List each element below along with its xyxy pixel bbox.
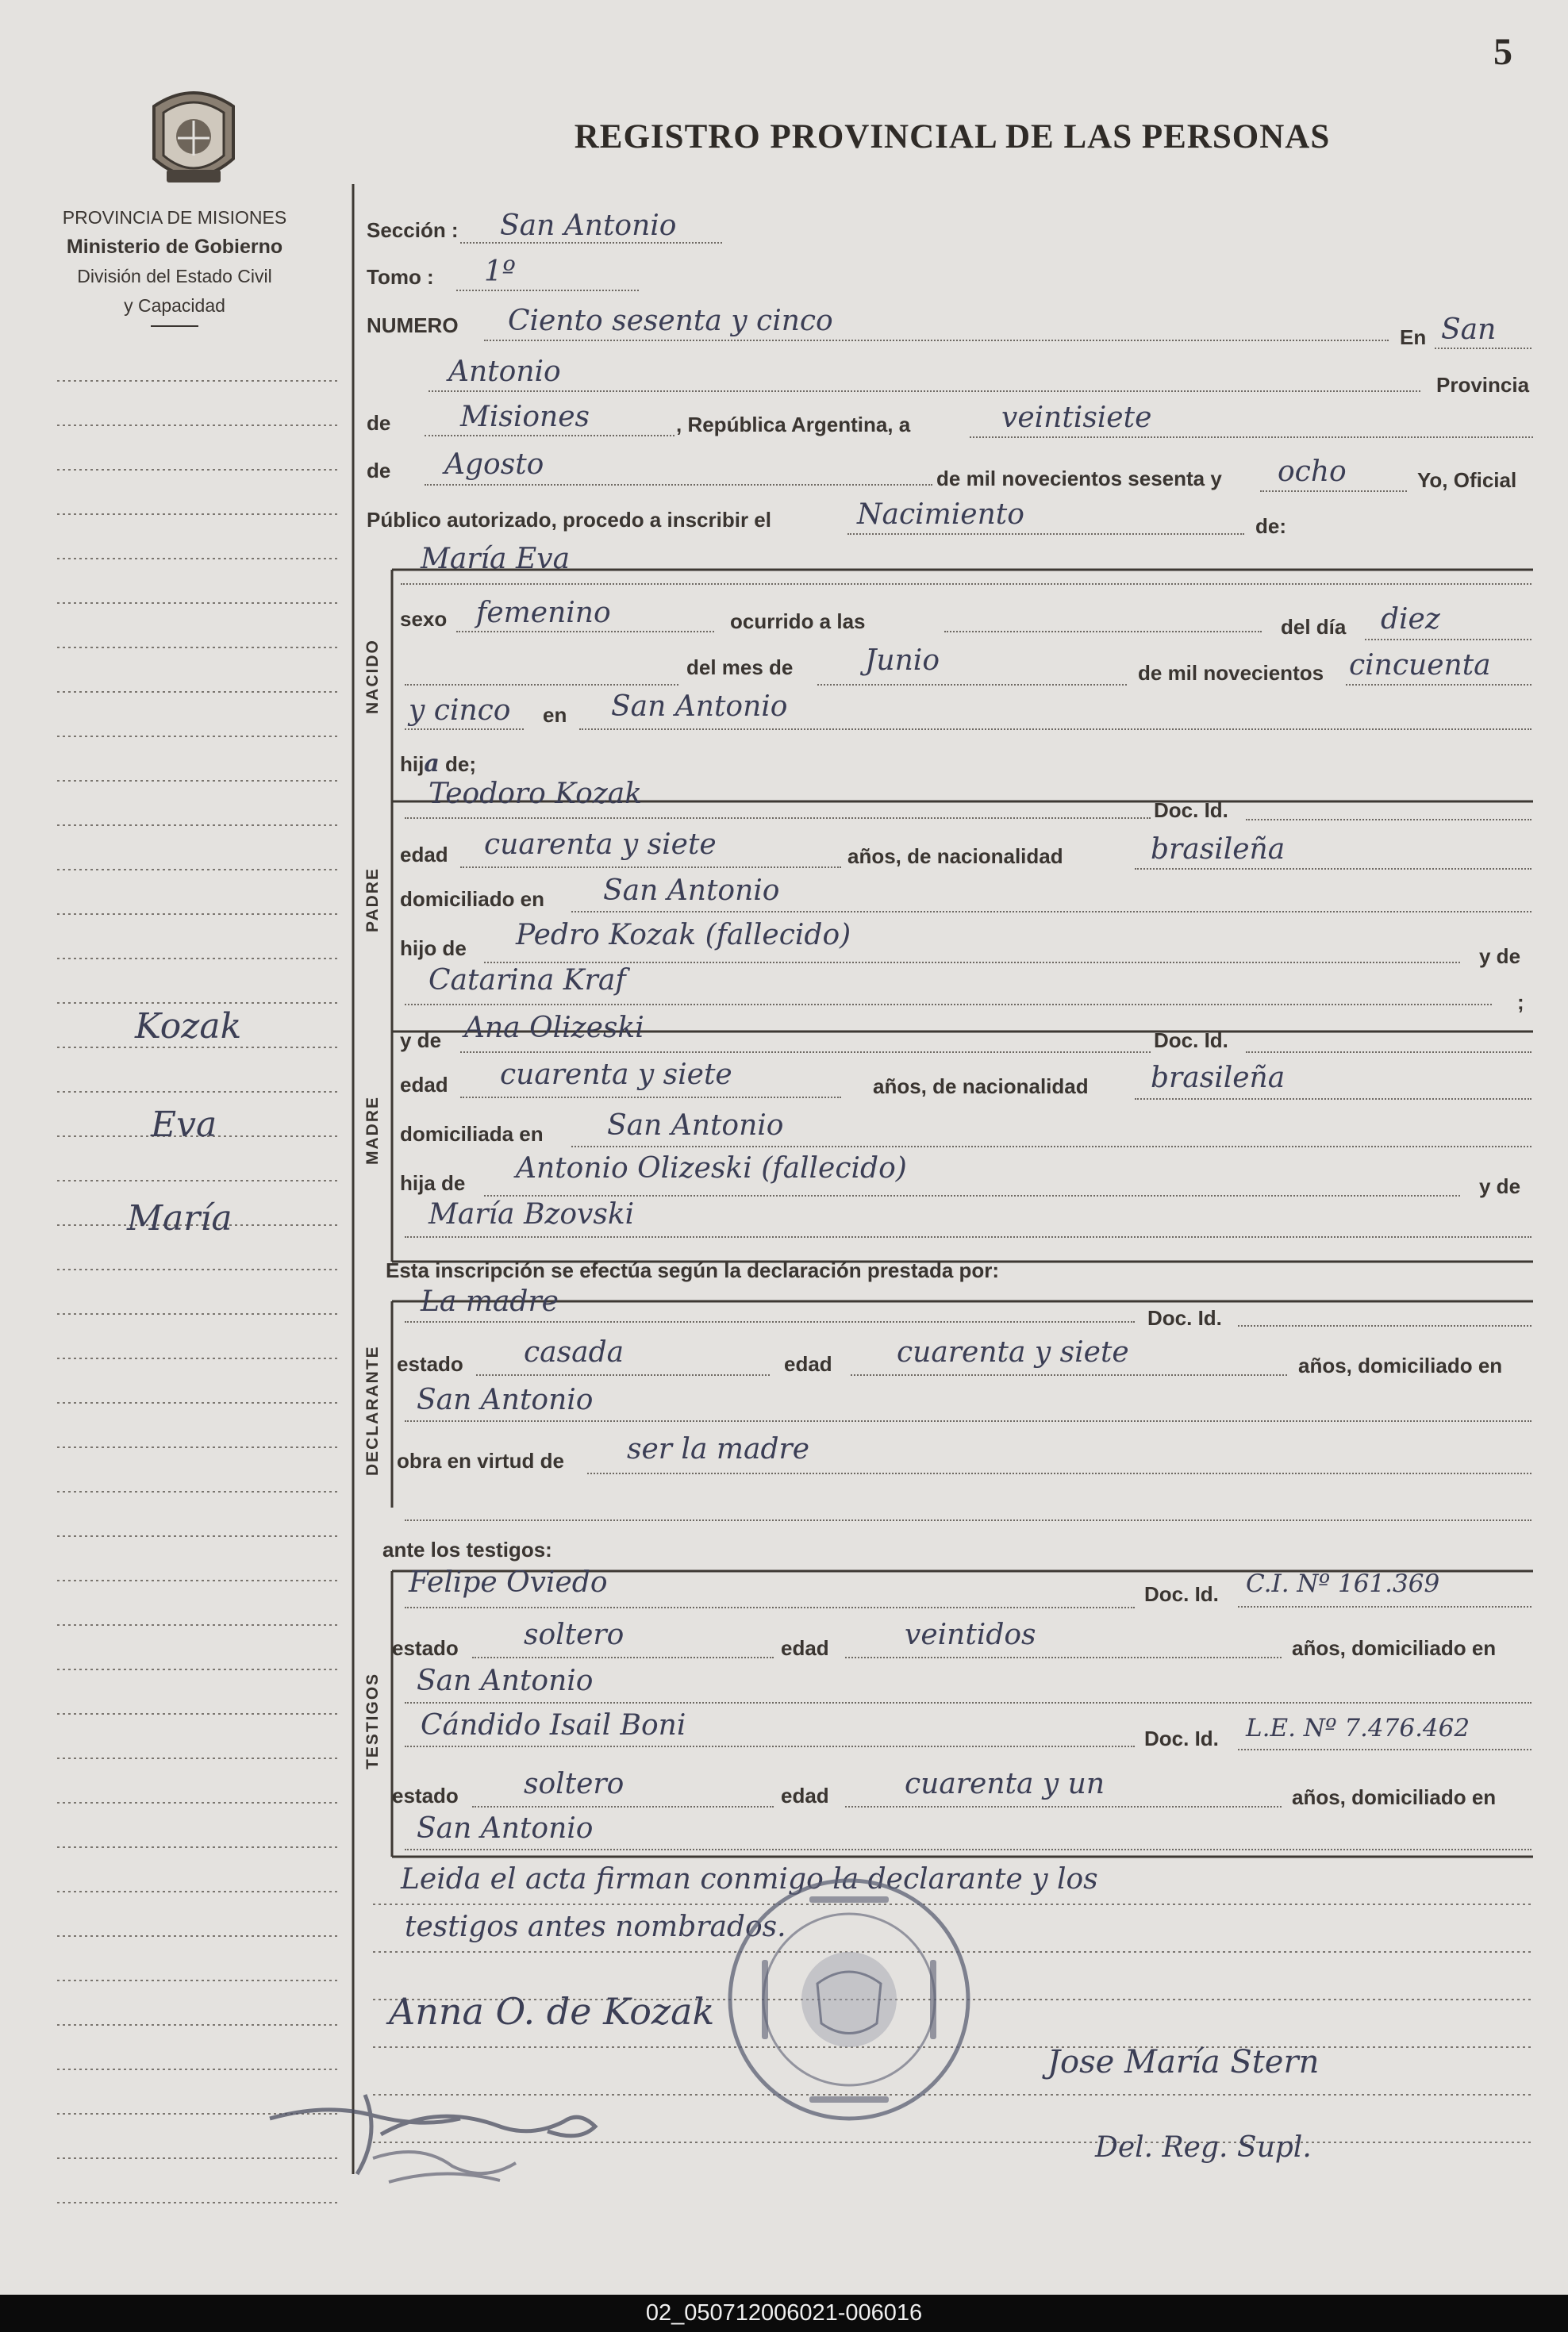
mes-value: Agosto — [444, 448, 544, 481]
declarante-edad-value: cuarenta y siete — [897, 1336, 1129, 1369]
provincia-value: Misiones — [460, 401, 590, 433]
hijo-suffix: a — [424, 750, 440, 778]
margin-note-name1: Eva — [151, 1105, 217, 1145]
de-nacido-label: de; — [445, 752, 477, 776]
provincia-label: Provincia — [1436, 373, 1530, 397]
margin-note-name2: María — [127, 1198, 233, 1239]
declarante-nombre-value: La madre — [421, 1285, 559, 1318]
mes-nacimiento-value: Junio — [865, 644, 940, 677]
document-title: REGISTRO PROVINCIAL DE LAS PERSONAS — [574, 118, 1331, 156]
hijo-label — [400, 750, 476, 778]
section-label-declarante: DECLARANTE — [363, 1345, 382, 1476]
mil-novecientos-nacido-label: de mil novecientos — [1138, 661, 1324, 685]
section-label-testigos: TESTIGOS — [363, 1672, 382, 1769]
numero-value: Ciento sesenta y cinco — [508, 305, 833, 337]
padre-madre-value: Catarina Kraf — [429, 964, 626, 997]
sexo-label: sexo — [400, 607, 448, 631]
testigos-intro-label: ante los testigos: — [382, 1538, 552, 1562]
hijo-prefix: hij — [400, 752, 425, 776]
closing-line-1: Leida el acta firman conmigo la declarante y los — [401, 1863, 1098, 1896]
testigo2-doc-label: Doc. Id. — [1144, 1727, 1219, 1750]
en-nacido-label: en — [543, 703, 567, 727]
declarante-estado-value: casada — [524, 1336, 625, 1369]
padre-nombre-value: Teodoro Kozak — [429, 778, 643, 810]
oficial-label: Yo, Oficial — [1417, 468, 1517, 492]
testigo1-estado-value: soltero — [524, 1619, 625, 1651]
seccion-label: Sección : — [367, 218, 459, 242]
testigo1-nombre-value: Felipe Oviedo — [409, 1566, 608, 1599]
padre-semicolon: ; — [1517, 990, 1524, 1014]
declarante-obra-label: obra en virtud de — [397, 1449, 564, 1473]
ocurrido-label: ocurrido a las — [730, 609, 866, 633]
declarante-domicilio-value: San Antonio — [417, 1384, 594, 1416]
office-division: División del Estado Civil — [77, 266, 272, 286]
madre-yde-label-2: y de — [1479, 1174, 1521, 1198]
en-label: En — [1400, 325, 1427, 349]
office-ministry: Ministerio de Gobierno — [66, 236, 283, 258]
section-label-madre: MADRE — [363, 1096, 382, 1165]
declarante-intro-label: Esta inscripción se efectúa según la declaración prestada por: — [386, 1258, 1000, 1282]
republica-label: , República Argentina, a — [676, 413, 911, 436]
testigo1-domicilio-label: años, domiciliado en — [1292, 1636, 1497, 1660]
testigo1-domicilio-value: San Antonio — [417, 1665, 594, 1697]
de-label-3: de: — [1255, 514, 1286, 538]
padre-hijode-value: Pedro Kozak (fallecido) — [516, 919, 851, 951]
madre-nacionalidad-value: brasileña — [1151, 1062, 1286, 1094]
numero-label: NUMERO — [367, 313, 459, 337]
anio-value: ocho — [1278, 455, 1347, 488]
signature-oficial: Jose María Stern — [1047, 2044, 1320, 2080]
testigo2-edad-value: cuarenta y un — [905, 1768, 1105, 1800]
en-value-2: Antonio — [448, 355, 561, 388]
testigo1-edad-label: edad — [781, 1636, 829, 1660]
footer-reference: 02_050712006021-006016 — [0, 2295, 1568, 2332]
madre-doc-label: Doc. Id. — [1154, 1028, 1228, 1052]
padre-edad-label: edad — [400, 843, 448, 866]
anio-nacimiento-value: cincuenta — [1349, 649, 1491, 682]
publico-label: Público autorizado, procedo a inscribir el — [367, 508, 771, 532]
testigo1-doc-label: Doc. Id. — [1144, 1582, 1219, 1606]
signature-declarante: Anna O. de Kozak — [389, 1990, 715, 2033]
deldia-label: del día — [1281, 615, 1347, 639]
padre-doc-label: Doc. Id. — [1154, 798, 1228, 822]
declarante-obra-value: ser la madre — [627, 1433, 810, 1466]
padre-yde-label: y de — [1479, 944, 1521, 968]
madre-nombre-value: Ana Olizeski — [464, 1012, 644, 1044]
dia-value: veintisiete — [1001, 401, 1152, 434]
tomo-label: Tomo : — [367, 265, 434, 289]
padre-domicilio-label: domiciliado en — [400, 887, 545, 911]
closing-line-2: testigos antes nombrados. — [405, 1911, 786, 1943]
padre-edad-value: cuarenta y siete — [484, 828, 717, 861]
testigo2-nombre-value: Cándido Isail Boni — [421, 1709, 686, 1742]
padre-nacionalidad-label: años, de nacionalidad — [847, 844, 1063, 868]
margin-note-surname: Kozak — [135, 1006, 242, 1047]
testigo2-edad-label: edad — [781, 1784, 829, 1808]
testigo1-estado-label: estado — [392, 1636, 459, 1660]
madre-edad-label: edad — [400, 1073, 448, 1097]
en-value: San — [1441, 313, 1497, 346]
declarante-estado-label: estado — [397, 1352, 463, 1376]
testigo2-doc-value: L.E. Nº 7.476.462 — [1246, 1714, 1470, 1742]
testigo2-domicilio-label: años, domiciliado en — [1292, 1785, 1497, 1809]
mil-novecientos-label: de mil novecientos sesenta y — [936, 467, 1222, 490]
madre-hijade-value: Antonio Olizeski (fallecido) — [516, 1152, 907, 1185]
declarante-domicilio-label: años, domiciliado en — [1298, 1354, 1503, 1377]
madre-edad-value: cuarenta y siete — [500, 1058, 732, 1091]
anio-nacimiento-value-2: y cinco — [409, 694, 511, 727]
madre-yde-label: y de — [400, 1028, 442, 1052]
sexo-value: femenino — [476, 597, 611, 629]
declarante-doc-label: Doc. Id. — [1147, 1306, 1222, 1330]
madre-domicilio-label: domiciliada en — [400, 1122, 544, 1146]
witness-signatures-icon — [262, 2087, 690, 2198]
padre-nacionalidad-value: brasileña — [1151, 833, 1286, 866]
testigo2-domicilio-value: San Antonio — [417, 1812, 594, 1845]
office-capacity: y Capacidad — [124, 295, 225, 316]
declarante-edad-label: edad — [784, 1352, 832, 1376]
seccion-value: San Antonio — [500, 209, 677, 242]
testigo2-estado-label: estado — [392, 1784, 459, 1808]
madre-nacionalidad-label: años, de nacionalidad — [873, 1074, 1089, 1098]
acto-value: Nacimiento — [857, 498, 1024, 531]
page-number: 5 — [1493, 31, 1512, 73]
office-province: PROVINCIA DE MISIONES — [62, 207, 287, 228]
dia-nacimiento-value: diez — [1381, 603, 1440, 636]
official-stamp-icon — [714, 1865, 984, 2134]
de-label-2: de — [367, 459, 391, 482]
testigo1-edad-value: veintidos — [905, 1619, 1036, 1651]
padre-hijode-label: hijo de — [400, 936, 467, 960]
section-label-padre: PADRE — [363, 867, 382, 932]
lugar-nacimiento-value: San Antonio — [611, 690, 788, 723]
delmes-label: del mes de — [686, 655, 794, 679]
signature-oficial-title: Del. Reg. Supl. — [1095, 2131, 1312, 2164]
madre-domicilio-value: San Antonio — [607, 1109, 784, 1142]
madre-madre-value: María Bzovski — [429, 1198, 635, 1231]
de-label: de — [367, 411, 391, 435]
madre-hijade-label: hija de — [400, 1171, 466, 1195]
tomo-value: 1º — [484, 255, 516, 288]
testigo1-doc-value: C.I. Nº 161.369 — [1246, 1569, 1440, 1598]
testigo2-estado-value: soltero — [524, 1768, 625, 1800]
inscripto-value: María Eva — [421, 543, 571, 575]
padre-domicilio-value: San Antonio — [603, 874, 780, 907]
section-label-nacido: NACIDO — [363, 639, 382, 714]
